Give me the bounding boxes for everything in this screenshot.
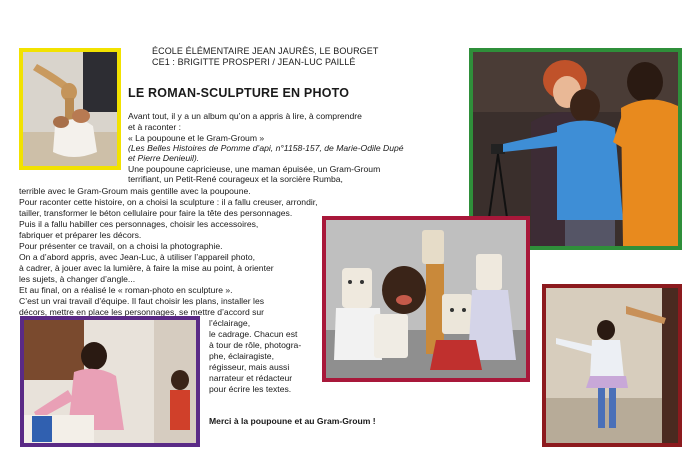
tail-line: à tour de rôle, photogra- <box>209 340 302 350</box>
photo-girl-reaching <box>542 284 682 447</box>
photo-girl-dressing <box>20 316 200 447</box>
main-line: tailler, transformer le béton cellulaire pour faire la tête des personnages. <box>19 208 293 218</box>
citation-line: et Pierre Denieuil). <box>128 153 200 163</box>
main-line: terrible avec le Gram-Groum mais gentille avec la poupoune. <box>19 186 251 196</box>
tail-line: pour écrire les textes. <box>209 384 292 394</box>
main-line: fabriquer et préparer les décors. <box>19 230 142 240</box>
photo-sculpting-hands <box>19 48 121 170</box>
main-line: à cadrer, à jouer avec la lumière, à faire la mise au point, à orienter <box>19 263 274 273</box>
tail-line: le cadrage. Chacun est <box>209 329 298 339</box>
tail-line: narrateur et rédacteur <box>209 373 293 383</box>
story-line: terrifiant, un Petit-René courageux et la sorcière Rumba, <box>128 174 343 184</box>
main-line: les sujets, à changer d’angle... <box>19 274 136 284</box>
story-line: Une poupoune capricieuse, une maman épuisée, un Gram-Groum <box>128 164 381 174</box>
main-line: Et au final, on a réalisé le « roman-photo en sculpture ». <box>19 285 233 295</box>
tail-line: régisseur, mais aussi <box>209 362 290 372</box>
main-line: C’est un vrai travail d’équipe. Il faut choisir les plans, installer les <box>19 296 265 306</box>
citation-line: (Les Belles Histoires de Pomme d’api, n°1158-157, de Marie-Odile Dupé <box>128 143 404 153</box>
tail-line: l’éclairage, <box>209 318 251 328</box>
school-header <box>152 46 379 68</box>
main-line: Puis il a fallu habiller ces personnages, choisir les accessoires, <box>19 219 259 229</box>
photo-sculptures <box>322 216 530 382</box>
class-teachers: CE1 : BRIGITTE PROSPERI / JEAN-LUC PAILLÉ <box>152 57 356 67</box>
main-line: décors, mettre en place les personnages, se mettre d’accord sur <box>19 307 265 317</box>
intro-line: Avant tout, il y a un album qu’on a appris à lire, à comprendre <box>128 111 362 121</box>
page-title: LE ROMAN-SCULPTURE EN PHOTO <box>128 86 350 100</box>
school-name: ÉCOLE ÉLÉMENTAIRE JEAN JAURÈS, LE BOURGET <box>152 46 379 56</box>
book-title: « La poupoune et le Gram-Groum » <box>128 133 265 143</box>
thanks-line: Merci à la poupoune et au Gram-Groum ! <box>209 416 376 426</box>
tail-line: phe, éclairagiste, <box>209 351 274 361</box>
main-line: Pour présenter ce travail, on a choisi la photographie. <box>19 241 223 251</box>
intro-line: et à raconter : <box>128 122 182 132</box>
main-line: On a d’abord appris, avec Jean-Luc, à utiliser l’appareil photo, <box>19 252 255 262</box>
main-line: Pour raconter cette histoire, on a choisi la sculpture : il a fallu creuser, arrondir, <box>19 197 318 207</box>
